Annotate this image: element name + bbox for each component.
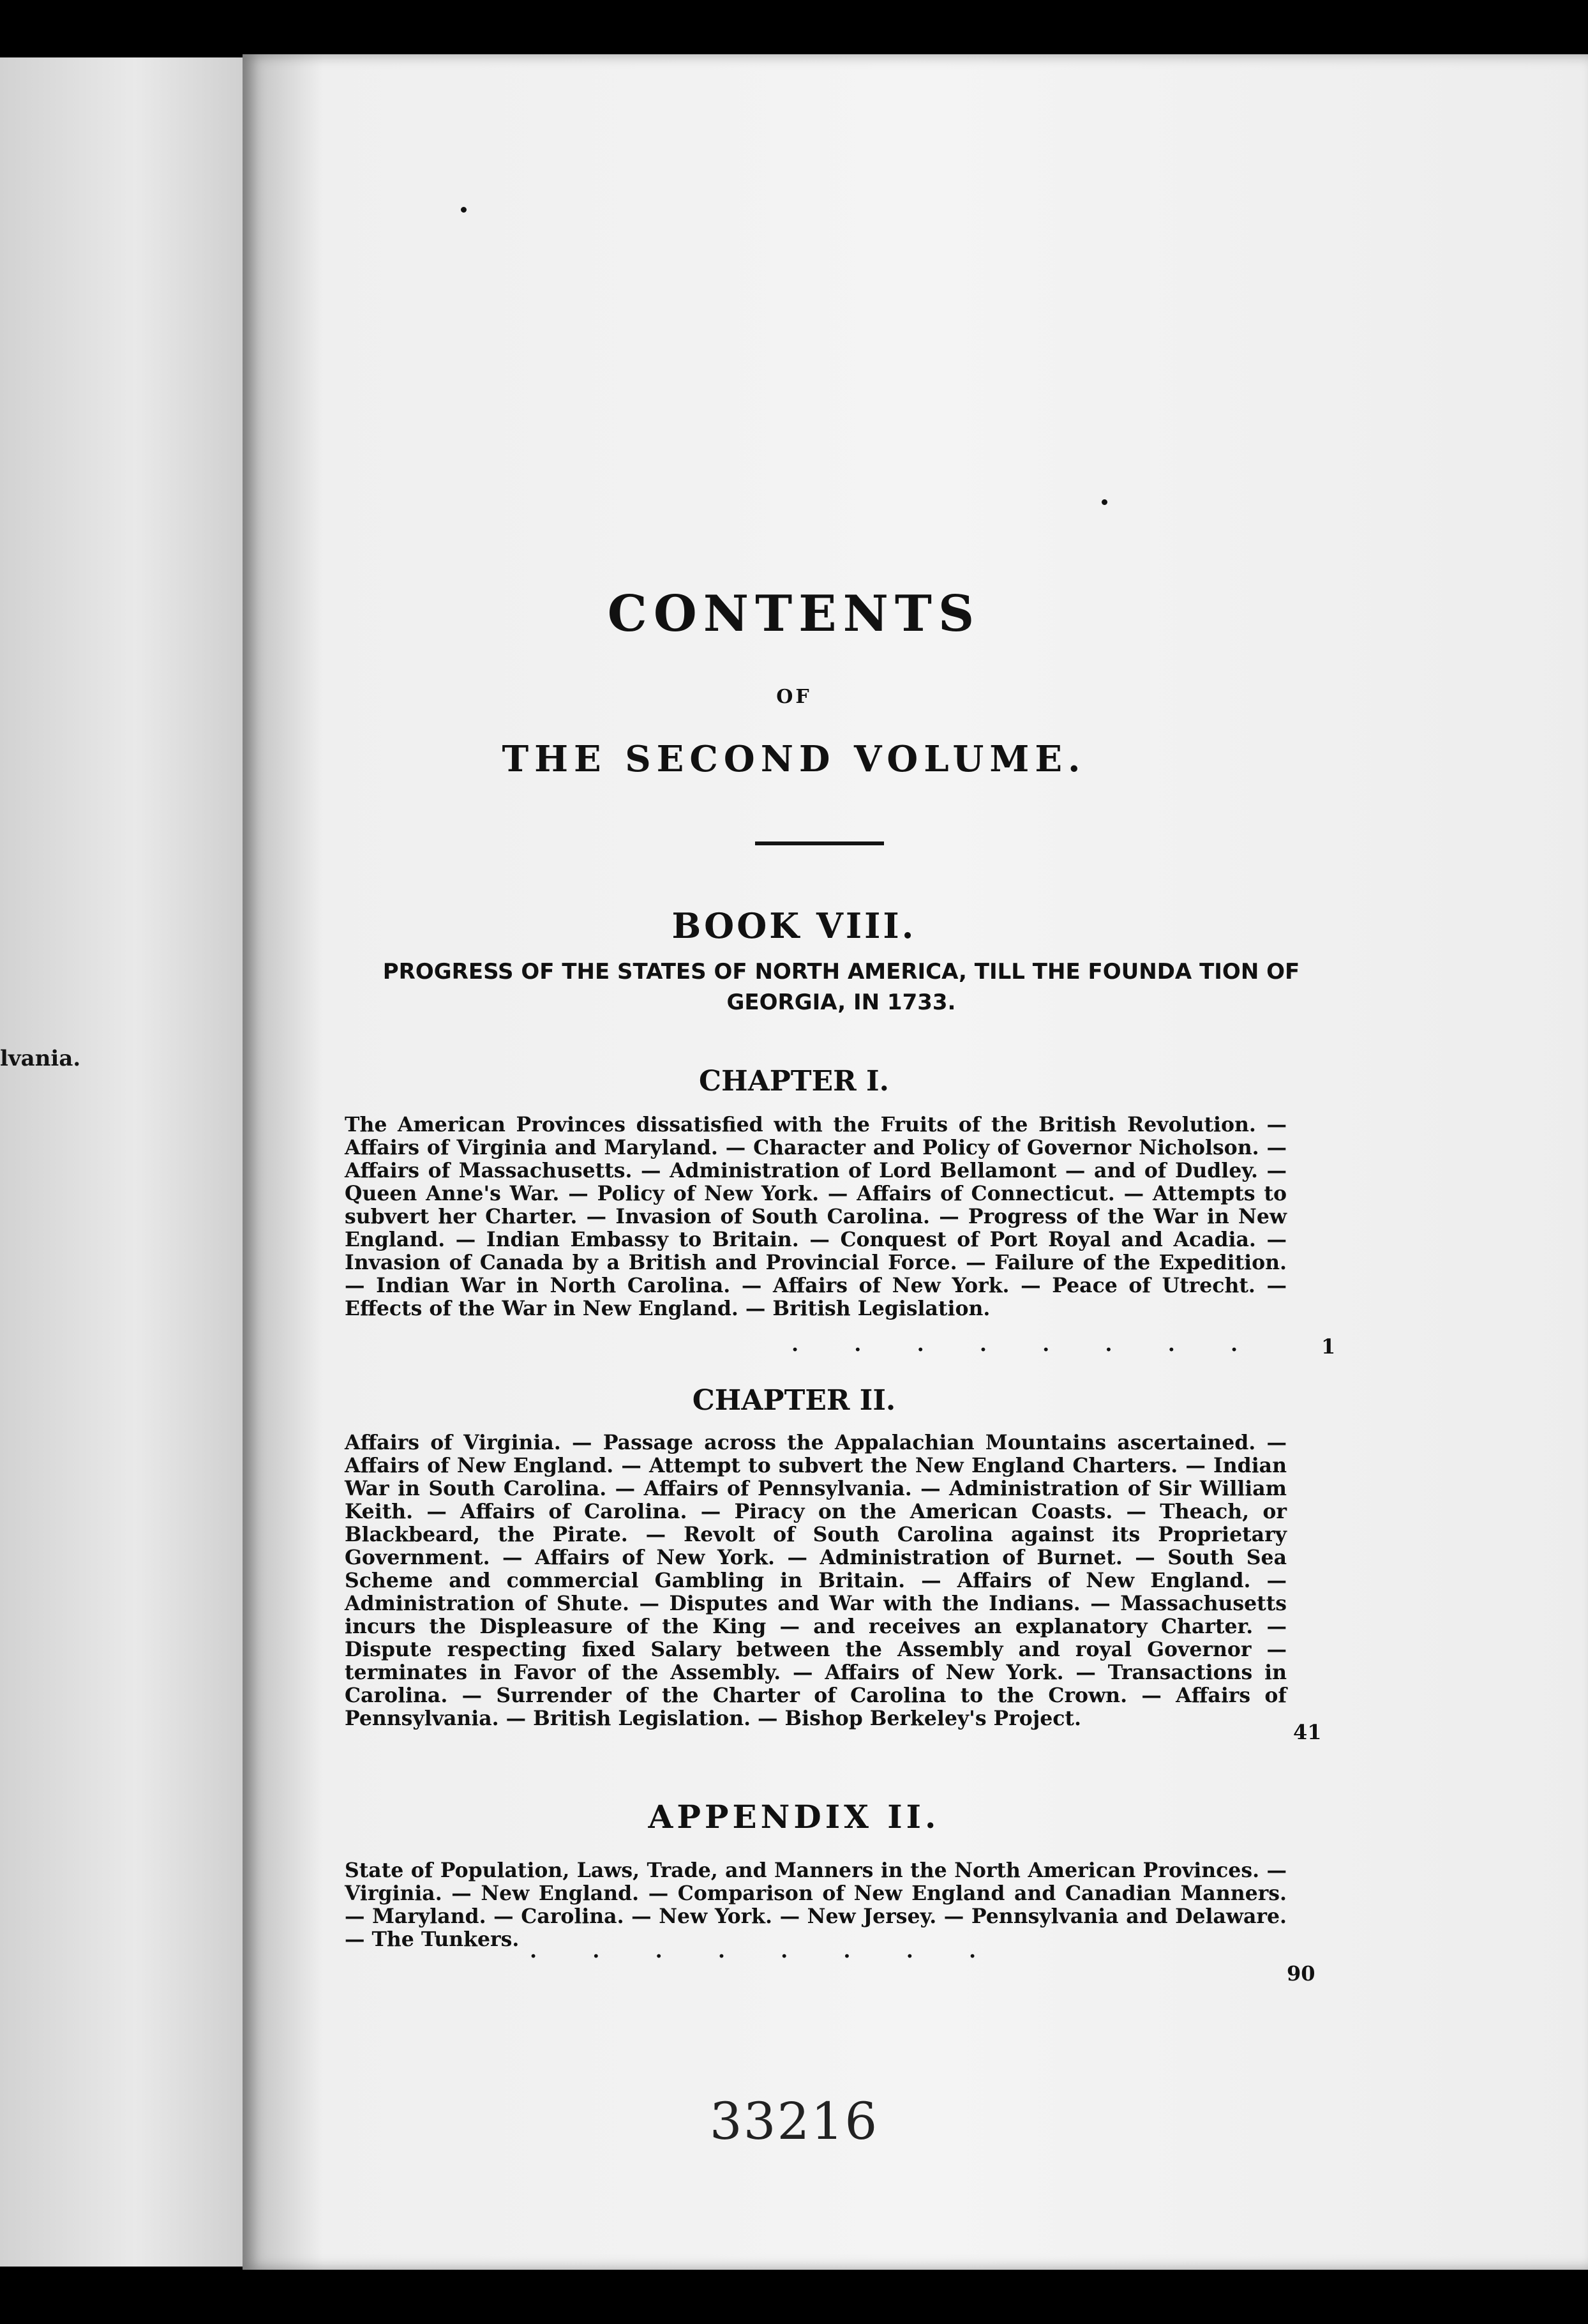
chapter-1-page-number: 1	[1321, 1334, 1336, 1359]
chapter-1-heading: CHAPTER I.	[699, 1065, 889, 1098]
chapter-1-leader-dots: . . . . . . . .	[791, 1332, 1262, 1356]
adjacent-page-fragment: lvania.	[0, 1046, 81, 1071]
appendix-summary: State of Population, Laws, Trade, and Manners in the North American Provinces. — Virginia. — New England. — Comparison of New England and Canadian Manners. — Maryland. — Carolina. — New York. — New Jersey. — Pennsylvania and Delaware. — The Tunkers.	[345, 1859, 1287, 1951]
chapter-1-summary: The American Provinces dissatisfied with the Fruits of the British Revolution. — Affairs of Virginia and Maryland. — Character and Policy of Governor Nicholson. — Affairs of Massachusetts. — Administration of Lord Bellamont — and of Dudley. — Queen Anne's War. — Policy of New York. — Affairs of Connecticut. — Attempts to subvert her Charter. — Invasion of South Carolina. — Progress of the War in New England. — Indian Embassy to Britain. — Conquest of Port Royal and Acadia. — Invasion of Canada by a British and Provincial Force. — Failure of the Expedition. — Indian War in North Carolina. — Affairs of New York. — Peace of Utrecht. — Effects of the War in New England. — British Legislation.	[345, 1113, 1287, 1320]
appendix-heading: APPENDIX II.	[648, 1798, 940, 1836]
book-subtitle: PROGRESS OF THE STATES OF NORTH AMERICA, TILL THE FOUNDA TION OF GEORGIA, IN 1733.	[382, 959, 1300, 1015]
accession-number: 33216	[709, 2092, 879, 2151]
appendix-page-number: 90	[1287, 1961, 1315, 1986]
ink-speck	[1102, 499, 1107, 505]
volume-title: THE SECOND VOLUME.	[502, 738, 1086, 780]
appendix-leader-dots: . . . . . . . .	[530, 1938, 1001, 1963]
contents-title: CONTENTS	[607, 585, 981, 643]
adjacent-page	[0, 57, 246, 2267]
book-heading: BOOK VIII.	[671, 905, 917, 946]
title-of: OF	[776, 686, 812, 708]
ink-speck	[461, 207, 467, 213]
chapter-2-page-number: 41	[1293, 1720, 1322, 1744]
chapter-2-summary: Affairs of Virginia. — Passage across the Appalachian Mountains ascertained. — Affairs of New England. — Attempt to subvert the New England Charters. — Indian War in South Carolina. — Affairs of Pennsylvania. — Administration of Sir William Keith. — Affairs of Carolina. — Piracy on the American Coasts. — Theach, or Blackbeard, the Pirate. — Revolt of South Carolina against its Proprietary Government. — Affairs of New York. — Administration of Burnet. — South Sea Scheme and commercial Gambling in Britain. — Affairs of New England. — Administration of Shute. — Disputes and War with the Indians. — Massachusetts incurs the Displeasure of the King — and receives an explanatory Charter. — Dispute respecting fixed Salary between the Assembly and royal Governor — terminates in Favor of the Assembly. — Affairs of New York. — Transactions in Carolina. — Surrender of the Charter of Carolina to the Crown. — Affairs of Pennsylvania. — British Legislation. — Bishop Berkeley's Project.	[345, 1431, 1287, 1730]
title-rule	[755, 841, 884, 845]
chapter-2-heading: CHAPTER II.	[692, 1384, 896, 1417]
